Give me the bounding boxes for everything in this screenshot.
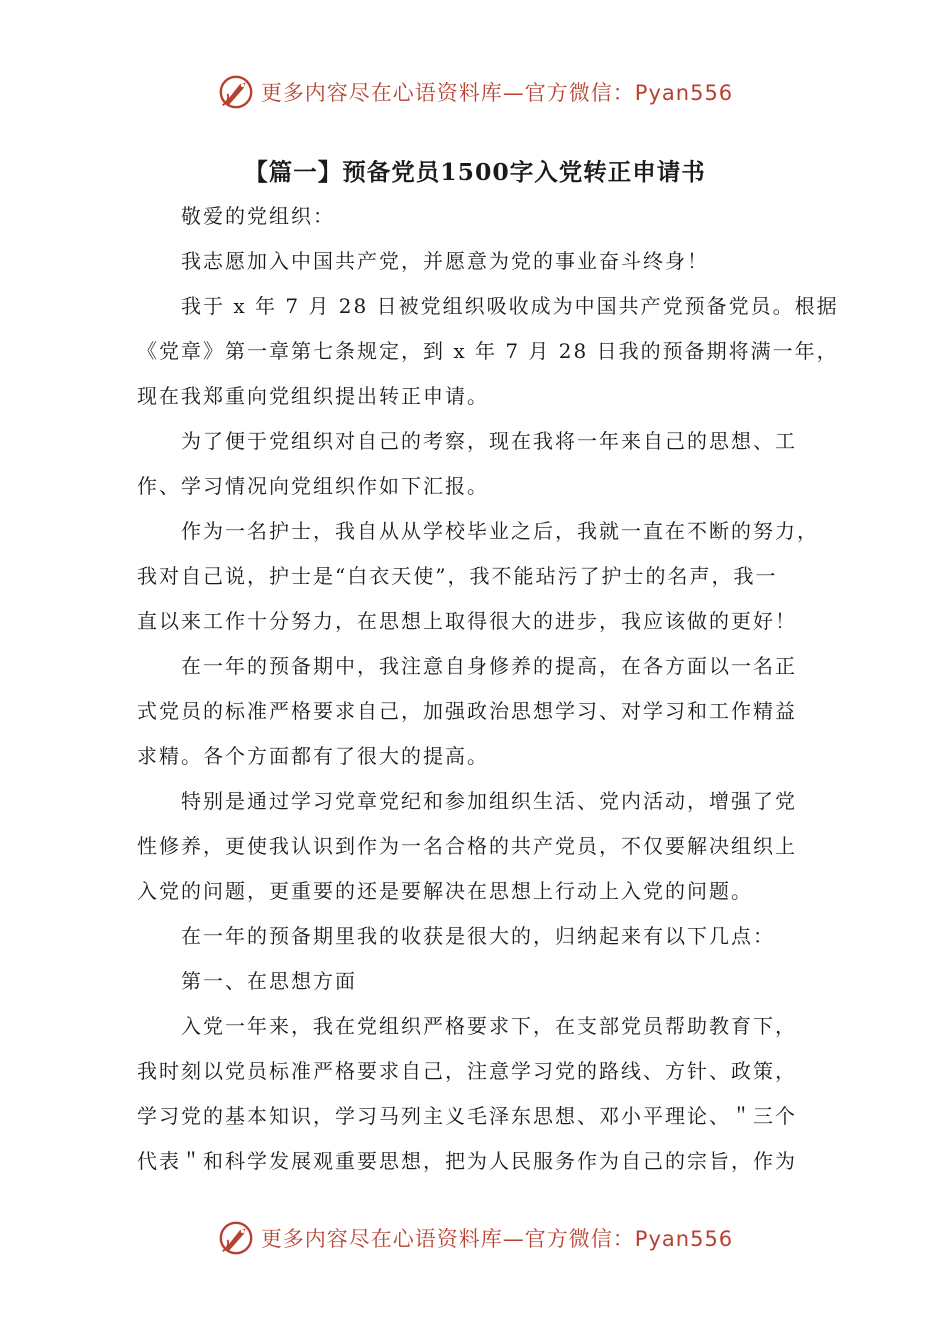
footer-banner <box>0 1218 950 1258</box>
text-line: 代表＂和科学发展观重要思想，把为人民服务作为自己的宗旨，作为 <box>137 1149 797 1173</box>
pen-nib-logo-icon <box>217 1219 255 1257</box>
header-banner-text: 更多内容尽在心语资料库—官方微信：Pyan556 <box>260 81 734 105</box>
document-body <box>137 194 839 1184</box>
text-line: 《党章》第一章第七条规定，到 x 年 7 月 28 日我的预备期将满一年， <box>137 339 839 363</box>
text-line: 式党员的标准严格要求自己，加强政治思想学习、对学习和工作精益 <box>137 699 797 723</box>
text-line: 为了便于党组织对自己的考察，现在我将一年来自己的思想、工 <box>181 429 797 453</box>
text-line: 我对自己说，护士是“白衣天使”，我不能玷污了护士的名声，我一 <box>137 564 778 588</box>
text-line: 我志愿加入中国共产党，并愿意为党的事业奋斗终身！ <box>181 249 709 273</box>
header-banner <box>0 72 950 112</box>
text-line: 作、学习情况向党组织作如下汇报。 <box>137 474 489 498</box>
text-line: 作为一名护士，我自从从学校毕业之后，我就一直在不断的努力， <box>181 519 819 543</box>
text-line: 学习党的基本知识，学习马列主义毛泽东思想、邓小平理论、＂三个 <box>137 1104 797 1128</box>
document-title: 【篇一】预备党员1500字入党转正申请书 <box>244 158 706 186</box>
text-line: 性修养，更使我认识到作为一名合格的共产党员，不仅要解决组织上 <box>137 834 797 858</box>
pen-nib-logo-icon <box>217 73 255 111</box>
text-line: 现在我郑重向党组织提出转正申请。 <box>137 384 489 408</box>
text-line: 我时刻以党员标准严格要求自己，注意学习党的路线、方针、政策， <box>137 1059 797 1083</box>
text-line: 在一年的预备期中，我注意自身修养的提高，在各方面以一名正 <box>181 654 797 678</box>
text-line: 入党一年来，我在党组织严格要求下，在支部党员帮助教育下， <box>181 1014 797 1038</box>
text-line: 入党的问题，更重要的还是要解决在思想上行动上入党的问题。 <box>137 879 753 903</box>
text-line: 求精。各个方面都有了很大的提高。 <box>137 744 489 768</box>
text-line: 第一、在思想方面 <box>181 969 357 993</box>
text-line: 在一年的预备期里我的收获是很大的，归纳起来有以下几点： <box>181 924 775 948</box>
text-line: 我于 x 年 7 月 28 日被党组织吸收成为中国共产党预备党员。根据 <box>181 294 839 318</box>
footer-banner-text: 更多内容尽在心语资料库—官方微信：Pyan556 <box>260 1227 734 1251</box>
text-line: 直以来工作十分努力，在思想上取得很大的进步，我应该做的更好！ <box>137 609 797 633</box>
text-line: 敬爱的党组织： <box>181 204 335 228</box>
text-line: 特别是通过学习党章党纪和参加组织生活、党内活动，增强了党 <box>181 789 797 813</box>
